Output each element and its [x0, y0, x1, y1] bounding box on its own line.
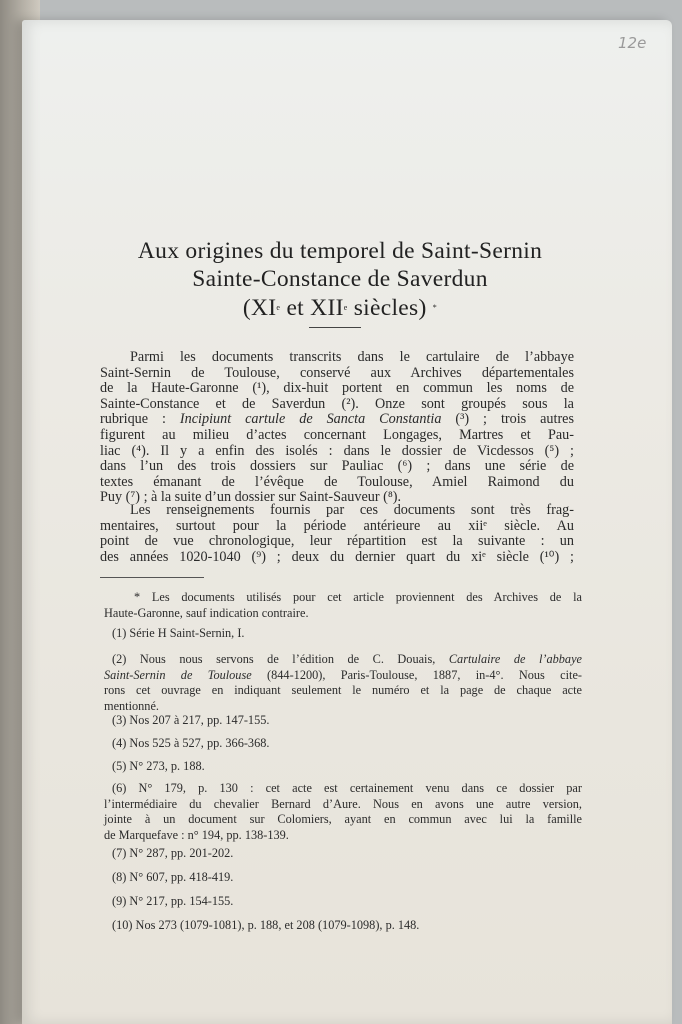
- paragraph-1: [100, 350, 574, 506]
- title-line-1: Aux origines du temporel de Saint-Sernin: [137, 238, 543, 264]
- footnote-line: mentionné.: [104, 698, 159, 713]
- text-line: rubrique : Incipiunt cartule de Sancta Constantia (³) ; trois autres: [100, 411, 574, 428]
- footnote-line: (5) N° 273, p. 188.: [112, 759, 205, 773]
- footnote-line: (7) N° 287, pp. 201-202.: [112, 846, 234, 860]
- footnote-8: [104, 870, 582, 886]
- title-line-2: Sainte-Constance de Saverdun: [192, 266, 488, 292]
- footnote-4: [104, 736, 582, 752]
- footnote-1: [104, 626, 582, 642]
- text-line: liac (⁴). Il y a enfin des isolés : dans le dossier de Vicdessos (⁵) ;: [100, 442, 574, 459]
- footnote-9: [104, 894, 582, 910]
- footnote-line: Saint-Sernin de Toulouse (844-1200), Paris-Toulouse, 1887, in-4°. Nous cite-: [104, 667, 582, 682]
- footnote-line: (4) Nos 525 à 527, pp. 366-368.: [112, 736, 270, 750]
- pencil-annotation: 12e: [618, 34, 647, 52]
- footnote-2: [104, 652, 582, 714]
- text-line: Les renseignements fournis par ces documents sont très frag-: [130, 502, 574, 518]
- footnote-line: * Les documents utilisés pour cet article proviennent des Archives de la: [134, 590, 582, 604]
- text-line: textes émanant de l’évêque de Toulouse, Amiel Raimond du: [100, 473, 574, 490]
- footnote-line: Haute-Garonne, sauf indication contraire.: [104, 605, 309, 620]
- text-line: Saint-Sernin de Toulouse, conservé aux Archives départementales: [100, 364, 574, 381]
- footnote-line: (1) Série H Saint-Sernin, I.: [112, 626, 245, 640]
- footnote-line: de Marquefave : n° 194, pp. 138-139.: [104, 827, 289, 842]
- footnote-line: (9) N° 217, pp. 154-155.: [112, 894, 234, 908]
- text-line: Parmi les documents transcrits dans le cartulaire de l’abbaye: [130, 349, 574, 365]
- footnote-separator: [100, 577, 204, 578]
- paragraph-2: [100, 503, 574, 565]
- footnote-line: rons cet ouvrage en indiquant seulement le numéro et la page de chaque acte: [104, 683, 582, 697]
- footnote-3: [104, 713, 582, 729]
- footnote-line: (10) Nos 273 (1079-1081), p. 188, et 208 (1079-1098), p. 148.: [112, 918, 420, 932]
- text-line: de la Haute-Garonne (¹), dix-huit portent en commun les noms de: [100, 380, 574, 397]
- footnote-line: (6) N° 179, p. 130 : cet acte est certainement venu dans ce dossier par: [112, 781, 582, 795]
- title-line-3: (XIe et XIIe siècles) *: [242, 295, 438, 321]
- footnote-star: [104, 590, 582, 621]
- footnote-line: (3) Nos 207 à 217, pp. 147-155.: [112, 713, 270, 727]
- footnote-6: [104, 781, 582, 843]
- footnote-10: [104, 918, 582, 934]
- footnote-7: [104, 846, 582, 862]
- text-line: figurent au milieu d’actes concernant Longages, Martres et Pau-: [100, 426, 574, 443]
- text-line: point de vue chronologique, leur répartition est la suivante : un: [100, 533, 574, 550]
- footnote-line: l’intermédiaire du chevalier Bernard d’Aure. Nous en avons une autre version,: [104, 796, 582, 811]
- footnote-line: (8) N° 607, pp. 418-419.: [112, 870, 234, 884]
- text-line: dans l’un des trois dossiers sur Pauliac (⁶) ; dans une série de: [100, 458, 574, 475]
- footnote-line: jointe à un document sur Colomiers, ayant en commun avec lui la famille: [104, 812, 582, 826]
- text-line: Puy (⁷) ; à la suite d’un dossier sur Saint-Sauveur (⁸).: [100, 489, 402, 506]
- title-divider: [309, 327, 361, 328]
- text-line: des années 1020-1040 (⁹) ; deux du dernier quart du xiᵉ siècle (¹⁰) ;: [100, 548, 574, 565]
- text-line: mentaires, surtout pour la période antérieure au xiiᵉ siècle. Au: [100, 517, 574, 534]
- footnote-line: (2) Nous nous servons de l’édition de C. Douais, Cartulaire de l’abbaye: [112, 652, 582, 666]
- footnote-5: [104, 759, 582, 775]
- text-line: Sainte-Constance et de Saverdun (²). Onze sont groupés sous la: [100, 395, 574, 412]
